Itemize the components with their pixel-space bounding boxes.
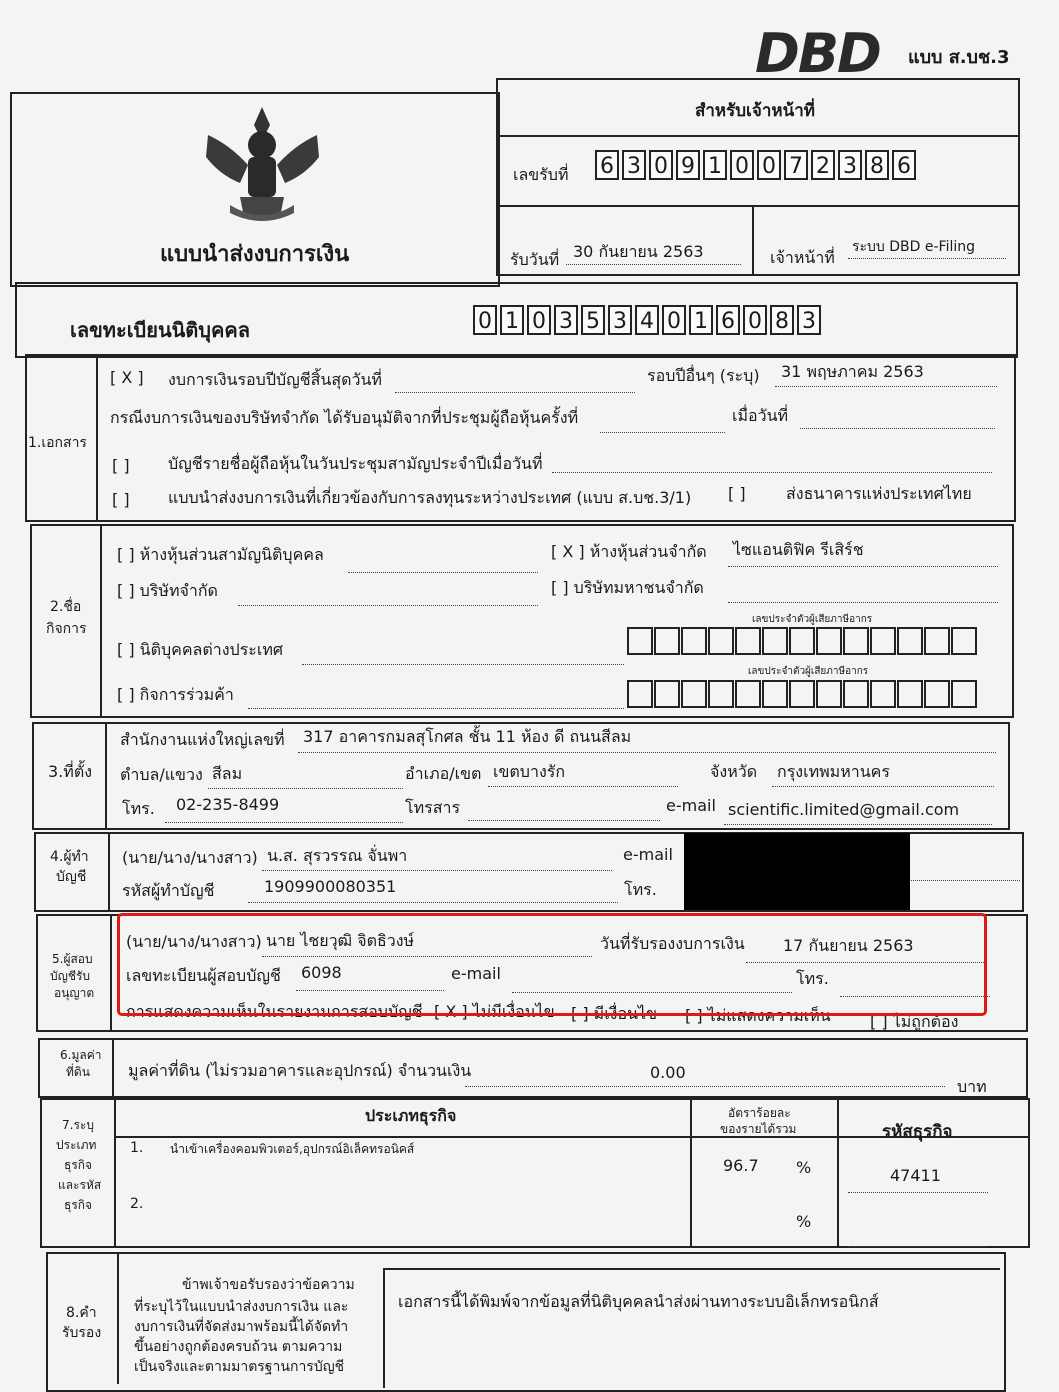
section5-label-a: 5.ผู้สอบ	[52, 952, 93, 966]
s5-opinion-adverse: [ ] ไม่ถูกต้อง	[870, 1012, 959, 1031]
taxid-box	[951, 680, 977, 708]
registration-number	[473, 305, 824, 335]
registration-digit-13: 3	[797, 305, 821, 335]
s2-taxid-label-1: เลขประจำตัวผู้เสียภาษีอากร	[752, 614, 873, 625]
section3-label: 3.ที่ตั้ง	[48, 762, 93, 781]
taxid-box	[708, 627, 734, 655]
section1-label: 1.เอกสาร	[28, 435, 87, 451]
registration-label: เลขทะเบียนนิติบุคคล	[70, 318, 250, 342]
section2-label-a: 2.ชื่อ	[50, 599, 82, 615]
s4-name: น.ส. สุรวรรณ จั่นพา	[267, 846, 408, 865]
s7-row1-no: 1.	[130, 1140, 144, 1156]
s2-joint-venture: [ ] กิจการร่วมค้า	[117, 685, 234, 704]
s6-text: มูลค่าที่ดิน (ไม่รวมอาคารและอุปกรณ์) จำนวนเงิน	[128, 1061, 472, 1080]
registration-digit-7: 4	[635, 305, 659, 335]
s5-reg: 6098	[301, 963, 342, 982]
section7-label-c: ธุรกิจ	[64, 1158, 93, 1172]
taxid-box	[843, 627, 869, 655]
receipt-digit-3: 0	[649, 150, 673, 180]
receipt-digit-7: 0	[757, 150, 781, 180]
s7-col-ratio-b: ของรายได้รวม	[720, 1122, 797, 1136]
section4-label-b: บัญชี	[56, 869, 87, 885]
s8-cert-line-4: ขึ้นอย่างถูกต้องครบถ้วน ตามความ	[134, 1339, 343, 1355]
officer-section-title: สำหรับเจ้าหน้าที่	[695, 101, 815, 121]
s3-email-label: e-mail	[666, 796, 716, 815]
s3-fax-label: โทรสาร	[405, 798, 461, 817]
taxid-box	[735, 680, 761, 708]
section4-label-a: 4.ผู้ทำ	[50, 849, 89, 865]
s1-line4-check: [ ]	[112, 490, 130, 509]
s1-line4-check2: [ ]	[728, 484, 746, 503]
registration-digit-9: 1	[689, 305, 713, 335]
taxid-box	[843, 680, 869, 708]
s1-line1-text: งบการเงินรอบปีบัญชีสิ้นสุดวันที่	[168, 370, 382, 389]
s1-line1-check: [ X ]	[110, 368, 144, 387]
registration-digit-2: 1	[500, 305, 524, 335]
registration-digit-11: 0	[743, 305, 767, 335]
s4-code: 1909900080351	[264, 877, 397, 896]
receipt-digit-1: 6	[595, 150, 619, 180]
garuda-emblem	[200, 105, 325, 225]
s2-company-limited: [ ] บริษัทจำกัด	[117, 581, 218, 600]
s3-district-label: อำเภอ/เขต	[405, 764, 482, 783]
section6-label-b: ที่ดิน	[66, 1065, 90, 1079]
s4-phone-label: โทร.	[624, 880, 657, 899]
section5-label-b: บัญชีรับ	[50, 969, 91, 983]
receipt-digit-4: 9	[676, 150, 700, 180]
s8-cert-line-1: ข้าพเจ้าขอรับรองว่าข้อความ	[182, 1277, 355, 1293]
receipt-number	[595, 150, 919, 180]
dbd-logo: DBD	[755, 22, 880, 85]
taxid-box	[816, 680, 842, 708]
s7-col-code: รหัสธุรกิจ	[882, 1122, 953, 1142]
section8-label-b: รับรอง	[62, 1325, 102, 1341]
received-date-label: รับวันที่	[510, 250, 560, 269]
s7-row2-pct-sign: %	[796, 1212, 812, 1231]
section7-label-b: ประเภท	[56, 1138, 97, 1152]
s7-row2-no: 2.	[130, 1196, 144, 1212]
s1-line3-text: บัญชีรายชื่อผู้ถือหุ้นในวันประชุมสามัญประจำปีเมื่อวันที่	[168, 454, 543, 473]
registration-digit-10: 6	[716, 305, 740, 335]
s3-phone: 02-235-8499	[176, 795, 280, 814]
received-date: 30 กันยายน 2563	[573, 242, 704, 261]
taxid-box	[654, 627, 680, 655]
taxid-box	[708, 680, 734, 708]
section7-label-e: ธุรกิจ	[64, 1198, 93, 1212]
s3-province-label: จังหวัด	[710, 762, 758, 781]
taxid-box	[681, 680, 707, 708]
s5-phone-label: โทร.	[796, 969, 829, 988]
s6-amount: 0.00	[650, 1063, 686, 1082]
s1-line4-text2: ส่งธนาคารแห่งประเทศไทย	[786, 484, 972, 503]
taxid-box	[762, 680, 788, 708]
receipt-digit-12: 6	[892, 150, 916, 180]
receipt-digit-10: 3	[838, 150, 862, 180]
section8-label-a: 8.คำ	[66, 1305, 97, 1321]
s2-foreign-entity: [ ] นิติบุคคลต่างประเทศ	[117, 640, 284, 659]
s1-other-label: รอบปีอื่นๆ (ระบุ)	[647, 366, 760, 385]
s5-reg-label: เลขทะเบียนผู้สอบบัญชี	[126, 966, 281, 985]
registration-digit-12: 8	[770, 305, 794, 335]
taxid-box	[897, 680, 923, 708]
s3-province: กรุงเทพมหานคร	[777, 762, 890, 781]
s3-email: scientific.limited@gmail.com	[728, 800, 960, 819]
s7-row1-pct: 96.7	[723, 1156, 759, 1175]
s3-subdistrict: สีลม	[212, 764, 243, 783]
receipt-label: เลขรับที่	[513, 165, 569, 184]
taxid-box	[627, 627, 653, 655]
s2-company-name: ไซแอนติฟิค รีเสิร์ช	[733, 540, 864, 559]
s4-code-label: รหัสผู้ทำบัญชี	[122, 881, 215, 900]
s7-row1-code: 47411	[890, 1166, 941, 1185]
section5-label-c: อนุญาต	[54, 986, 95, 1000]
taxid-box	[735, 627, 761, 655]
section7-label-d: และรหัส	[58, 1178, 102, 1192]
s7-row1-pct-sign: %	[796, 1158, 812, 1177]
section7-label-a: 7.ระบุ	[62, 1118, 94, 1132]
taxid-box	[924, 627, 950, 655]
section2-label-b: กิจการ	[46, 621, 87, 637]
s7-col-ratio-a: อัตราร้อยละ	[728, 1106, 791, 1120]
taxid-box	[762, 627, 788, 655]
s8-note: เอกสารนี้ได้พิมพ์จากข้อมูลที่นิติบุคคลนำส่งผ่านทางระบบอิเล็กทรอนิกส์	[398, 1292, 879, 1311]
highlight-rectangle	[117, 913, 987, 1016]
s4-name-label: (นาย/นาง/นางสาว)	[122, 848, 258, 867]
s2-taxid-boxes-1	[627, 627, 978, 655]
s8-cert-line-3: งบการเงินที่จัดส่งมาพร้อมนี้ได้จัดทำ	[134, 1319, 349, 1335]
s3-district: เขตบางรัก	[493, 762, 566, 781]
s8-cert-line-5: เป็นจริงและตามมาตรฐานการบัญชี	[134, 1359, 345, 1375]
registration-digit-5: 5	[581, 305, 605, 335]
s5-opinion-disclaimer: [ ] ไม่แสดงความเห็น	[685, 1006, 831, 1025]
taxid-box	[870, 627, 896, 655]
registration-digit-8: 0	[662, 305, 686, 335]
taxid-box	[627, 680, 653, 708]
s5-opinion-label: การแสดงความเห็นในรายงานการสอบบัญชี	[126, 1002, 423, 1021]
taxid-box	[789, 627, 815, 655]
s5-cert-date: 17 กันยายน 2563	[783, 936, 914, 955]
s1-line2-when: เมื่อวันที่	[732, 406, 789, 425]
receipt-digit-6: 0	[730, 150, 754, 180]
s5-opinion-unqualified: [ X ] ไม่มีเงื่อนไข	[434, 1002, 555, 1021]
form-title: แบบนำส่งงบการเงิน	[160, 242, 350, 267]
s2-limited-partnership: [ X ] ห้างหุ้นส่วนจำกัด	[551, 542, 707, 561]
s5-name: นาย ไชยวุฒิ จิตธิวงษ์	[266, 931, 415, 950]
receipt-digit-9: 2	[811, 150, 835, 180]
s5-cert-date-label: วันที่รับรองงบการเงิน	[600, 934, 745, 953]
taxid-box	[897, 627, 923, 655]
s8-cert-line-2: ที่ระบุไว้ในแบบนำส่งงบการเงิน และ	[134, 1299, 349, 1315]
registration-digit-1: 0	[473, 305, 497, 335]
s3-phone-label: โทร.	[122, 799, 155, 818]
s5-email-label: e-mail	[451, 964, 501, 983]
s6-unit: บาท	[957, 1077, 987, 1096]
s1-line4-text: แบบนำส่งงบการเงินที่เกี่ยวข้องกับการลงทุนระหว่างประเทศ (แบบ ส.บช.3/1)	[168, 488, 692, 507]
s1-period-date: 31 พฤษภาคม 2563	[781, 362, 924, 381]
s2-ordinary-partnership: [ ] ห้างหุ้นส่วนสามัญนิติบุคคล	[117, 545, 324, 564]
taxid-box	[789, 680, 815, 708]
s2-public-company: [ ] บริษัทมหาชนจำกัด	[551, 578, 704, 597]
s3-subdistrict-label: ตำบล/แขวง	[120, 765, 203, 784]
s2-taxid-label-2: เลขประจำตัวผู้เสียภาษีอากร	[748, 666, 869, 677]
receipt-digit-11: 8	[865, 150, 889, 180]
section6-label-a: 6.มูลค่า	[60, 1048, 102, 1062]
registration-digit-6: 3	[608, 305, 632, 335]
s1-line3-check: [ ]	[112, 456, 130, 475]
taxid-box	[924, 680, 950, 708]
receipt-digit-8: 7	[784, 150, 808, 180]
officer-label: เจ้าหน้าที่	[770, 248, 835, 267]
s3-hq-value: 317 อาคารกมลสุโกศล ชั้น 11 ห้อง ดี ถนนสีลม	[303, 727, 632, 746]
s2-taxid-boxes-2	[627, 680, 978, 708]
s3-hq-label: สำนักงานแห่งใหญ่เลขที่	[120, 730, 285, 749]
registration-digit-3: 0	[527, 305, 551, 335]
s5-opinion-qualified: [ ] มีเงื่อนไข	[571, 1004, 658, 1023]
taxid-box	[951, 627, 977, 655]
taxid-box	[870, 680, 896, 708]
taxid-box	[681, 627, 707, 655]
officer-value: ระบบ DBD e-Filing	[852, 239, 976, 255]
s7-row1-desc: นำเข้าเครื่องคอมพิวเตอร์,อุปกรณ์อิเล็คทรอนิคส์	[170, 1142, 415, 1156]
form-code: แบบ ส.บช.3	[908, 47, 1010, 68]
taxid-box	[654, 680, 680, 708]
s5-name-label: (นาย/นาง/นางสาว)	[126, 932, 262, 951]
s7-col-type: ประเภทธุรกิจ	[365, 1106, 457, 1125]
redaction-block	[684, 833, 910, 910]
s1-line2-text: กรณีงบการเงินของบริษัทจำกัด ได้รับอนุมัติจากที่ประชุมผู้ถือหุ้นครั้งที่	[110, 408, 579, 427]
receipt-digit-5: 1	[703, 150, 727, 180]
s4-email-label: e-mail	[623, 845, 673, 864]
taxid-box	[816, 627, 842, 655]
registration-digit-4: 3	[554, 305, 578, 335]
receipt-digit-2: 3	[622, 150, 646, 180]
